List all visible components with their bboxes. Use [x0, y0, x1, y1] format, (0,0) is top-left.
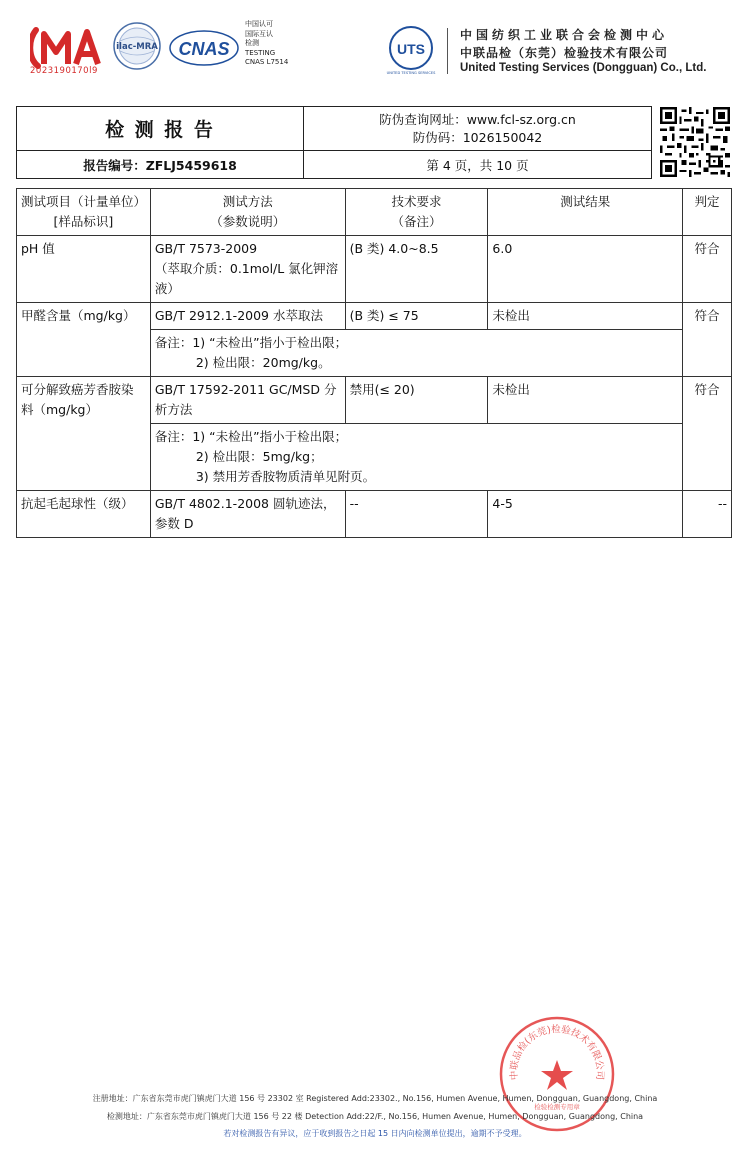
cell-item: pH 值 [17, 236, 151, 303]
cell-method: GB/T 4802.1-2008 圆轨迹法， 参数 D [150, 491, 345, 538]
cell-item: 可分解致癌芳香胺染 料（mg/kg） [17, 377, 151, 491]
report-number: 报告编号：ZFLJ5459618 [17, 151, 304, 179]
cell-requirement: -- [345, 491, 488, 538]
logo-separator [447, 28, 448, 74]
cell-result: 6.0 [488, 236, 683, 303]
svg-text:检验检测专用章: 检验检测专用章 [534, 1103, 580, 1111]
report-number-value: ZFLJ5459618 [145, 157, 237, 173]
cell-requirement: (B 类) ≤ 75 [345, 303, 488, 330]
cell-method: GB/T 7573-2009 （萃取介质：0.1mol/L 氯化钾溶 液） [150, 236, 345, 303]
footer-objection-notice: 若对检测报告有异议，应于收到报告之日起 15 日内向检测单位提出，逾期不予受理。 [223, 1129, 527, 1138]
accreditation-logos [30, 18, 330, 78]
cell-method: GB/T 17592-2011 GC/MSD 分 析方法 [150, 377, 345, 424]
svg-text:UNITED TESTING SERVICES: UNITED TESTING SERVICES [386, 71, 436, 75]
header-item: 测试项目（计量单位） [样品标识] [17, 189, 151, 236]
page-info: 第 4 页，共 10 页 [304, 151, 652, 179]
verify-code: 防伪码：1026150042 [412, 129, 543, 145]
cell-item: 抗起毛起球性（级） [17, 491, 151, 538]
header-method: 测试方法 （参数说明） [150, 189, 345, 236]
cell-verdict: 符合 [683, 236, 732, 303]
qr-code-image [660, 106, 730, 178]
cell-verdict: 符合 [683, 303, 732, 377]
cell-requirement: 禁用(≤ 20) [345, 377, 488, 424]
uts-logo [386, 24, 436, 76]
cell-note: 备注：1) “未检出”指小于检出限； 2) 检出限：5mg/kg； 3) 禁用芳香胺物质清单见附页。 [150, 424, 682, 491]
svg-text:UTS: UTS [397, 41, 425, 57]
cell-requirement: (B 类) 4.0~8.5 [345, 236, 488, 303]
table-row [17, 303, 732, 330]
report-title: 检 测 报 告 [17, 107, 304, 151]
table-row [17, 236, 732, 303]
header-requirement: 技术要求 （备注） [345, 189, 488, 236]
svg-text:中联品检(东莞)检验技术有限公司: 中联品检(东莞)检验技术有限公司 [508, 1024, 606, 1081]
cell-note: 备注：1) “未检出”指小于检出限； 2) 检出限：20mg/kg。 [150, 330, 682, 377]
cma-number: 2023190170l9 [30, 66, 98, 76]
header-verdict: 判定 [683, 189, 732, 236]
report-info-table [16, 106, 652, 179]
verify-info [304, 107, 652, 151]
cell-result: 未检出 [488, 377, 683, 424]
verify-url: 防伪查询网址：www.fcl-sz.org.cn [379, 111, 576, 127]
table-row [17, 491, 732, 538]
results-table [16, 188, 732, 538]
company-name-cn-1: 中国纺织工业联合会检测中心 [460, 28, 669, 42]
cell-method: GB/T 2912.1-2009 水萃取法 [150, 303, 345, 330]
table-row [17, 377, 732, 424]
header-result: 测试结果 [488, 189, 683, 236]
accreditation-text: 中国认可 国际互认 检测 TESTING CNAS L7514 [245, 20, 289, 66]
ilac-mra-logo [112, 21, 162, 71]
footer-detection-address: 检测地址：广东省东莞市虎门镇虎门大道 156 号 22 楼 Detection Add:22/F., No.156, Humen Avenue, Humen, Dongguan, Guangdong, China [106, 1112, 644, 1121]
company-name-cn-2: 中联品检（东莞）检验技术有限公司 [460, 46, 669, 60]
cell-item: 甲醛含量（mg/kg） [17, 303, 151, 377]
cell-result: 未检出 [488, 303, 683, 330]
footer-registered-address: 注册地址：广东省东莞市虎门镇虎门大道 156 号 23302 室 Registered Add:23302., No.156, Humen Avenue, Humen, Dongguan, Guangdong, China [92, 1094, 658, 1103]
cnas-logo [168, 28, 240, 68]
cell-verdict: -- [683, 491, 732, 538]
company-name-en: United Testing Services (Dongguan) Co., Ltd. [460, 62, 707, 74]
cell-result: 4-5 [488, 491, 683, 538]
cnas-text: CNAS [178, 39, 230, 59]
cell-verdict: 符合 [683, 377, 732, 491]
ilac-text: ilac-MRA [116, 42, 158, 52]
table-header-row [17, 189, 732, 236]
